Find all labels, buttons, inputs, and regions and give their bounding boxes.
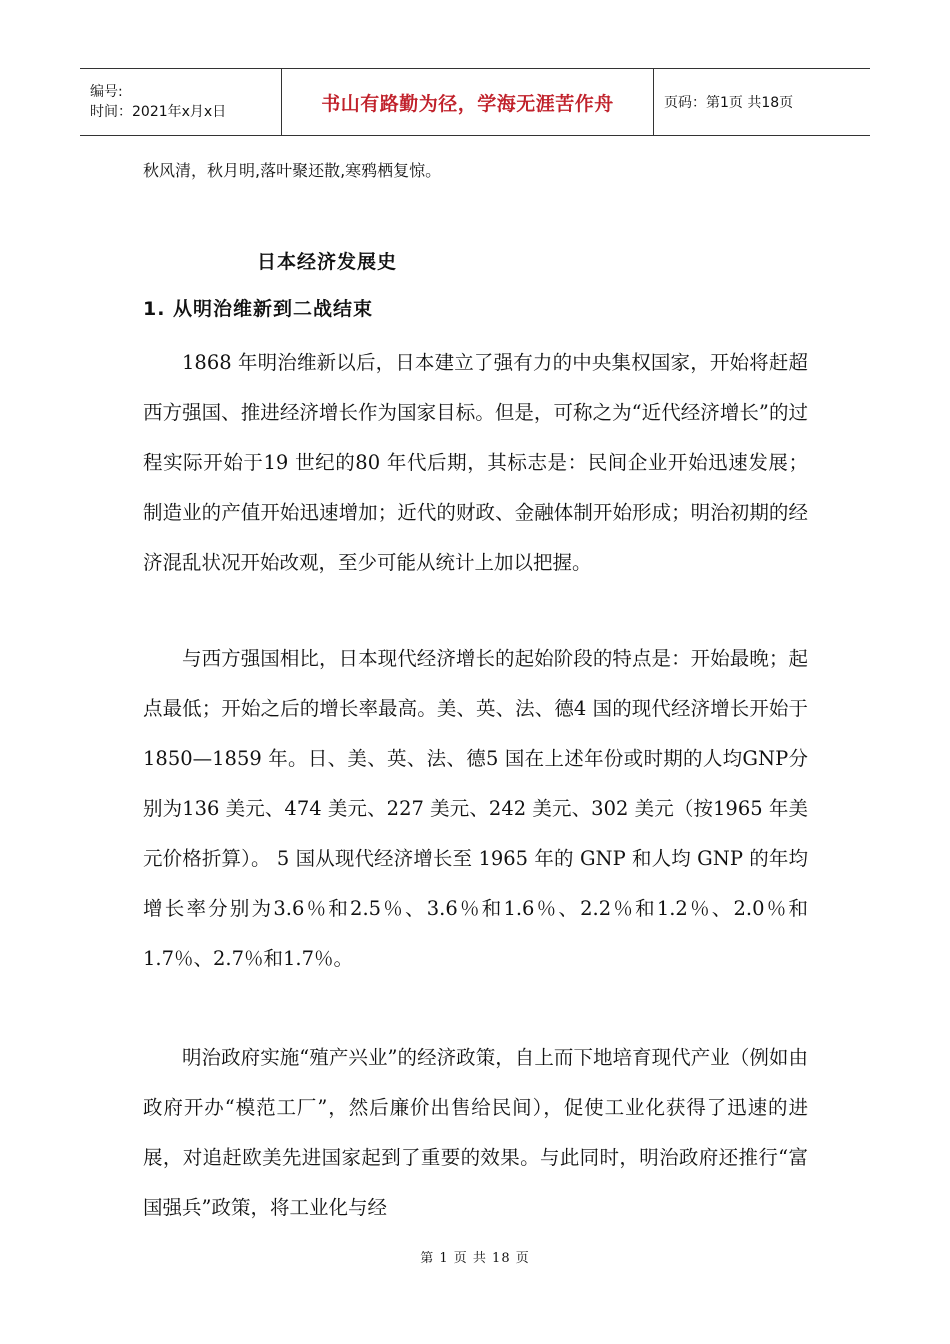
paragraph-text: 1868 年明治维新以后，日本建立了强有力的中央集权国家，开始将赶超西方强国、推进经济增长作为国家目标。但是，可称之为“近代经济增长”的过程实际开始于19 世纪的80 年代后期，其标志是：民间企业开始迅速发展；制造业的产值开始迅速增加；近代的财政、金融体制开始形成；明治初期的经济混乱状况开始改观，至少可能从统计上加以把握。 [143, 351, 808, 574]
paragraph-3 [143, 1033, 808, 1233]
header-page-info [654, 69, 870, 135]
paragraph-text: 与西方强国相比，日本现代经济增长的起始阶段的特点是：开始最晚；起点最低；开始之后的增长率最高。美、英、法、德4 国的现代经济增长开始于1850—1859 年。日、美、英、法、德5 国在上述年份或时期的人均GNP分别为136 美元、474 美元、227 美元、242 美元、302 美元（按1965 年美元价格折算）。 5 国从现代经济增长至 1965 年的 GNP 和人均 GNP 的年均增长率分别为3.6％和2.5％、3.6％和1.6％、2.2％和1.2％、2.0％和1.7％、2.7％和1.7％。 [143, 647, 808, 970]
paragraph-1 [143, 338, 808, 588]
page-footer: 第 1 页 共 18 页 [420, 1251, 530, 1266]
document-number-label: 编号: [90, 84, 123, 100]
header-meta [80, 69, 282, 135]
paragraph-text: 明治政府实施“殖产兴业”的经济政策，自上而下地培育现代产业（例如由政府开办“模范工厂”，然后廉价出售给民间），促使工业化获得了迅速的进展，对追赶欧美先进国家起到了重要的效果。与此同时，明治政府还推行“富国强兵”政策，将工业化与经 [143, 1046, 808, 1219]
slogan-text: 书山有路勤为径，学海无涯苦作舟 [321, 92, 614, 115]
page-header [80, 68, 870, 136]
section-heading: 1. 从明治维新到二战结束 [143, 298, 374, 320]
paragraph-2 [143, 634, 808, 984]
page-info-text: 页码：第1页 共18页 [664, 95, 794, 111]
header-slogan [282, 69, 654, 135]
document-time-label: 时间：2021年x月x日 [90, 104, 227, 120]
motto-line: 秋风清，秋月明,落叶聚还散,寒鸦栖复惊。 [143, 161, 442, 180]
document-title: 日本经济发展史 [257, 251, 398, 273]
